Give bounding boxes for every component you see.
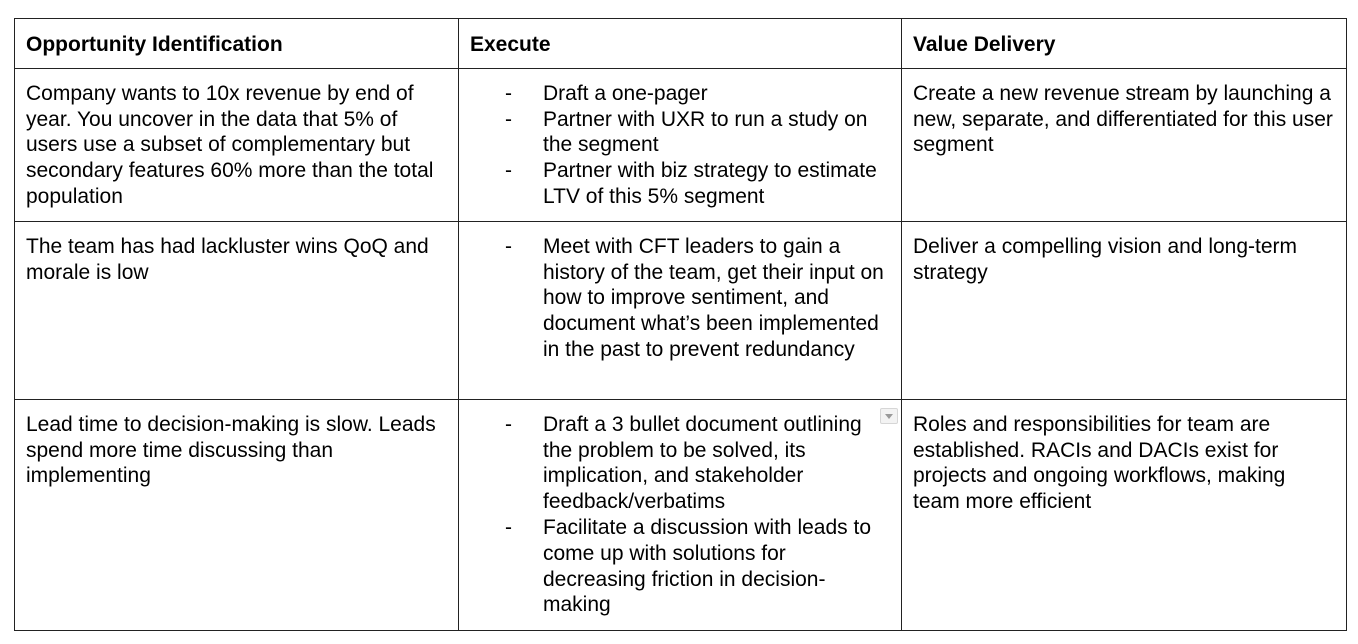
execute-bullet-item: - Partner with biz strategy to estimate LTV of this 5% segment [505, 158, 891, 210]
opportunity-cell[interactable]: The team has had lackluster wins QoQ and morale is low [15, 221, 459, 399]
opportunity-cell[interactable]: Lead time to decision-making is slow. Leads spend more time discussing than implementing [15, 399, 459, 630]
value-delivery-cell[interactable]: Roles and responsibilities for team are established. RACIs and DACIs exist for projects and ongoing workflows, making team more efficient [902, 399, 1347, 630]
table-row [15, 221, 1347, 399]
header-execute[interactable]: Execute [459, 19, 902, 69]
value-delivery-cell[interactable]: Deliver a compelling vision and long-term strategy [902, 221, 1347, 399]
execute-bullet-item: - Partner with UXR to run a study on the segment [505, 107, 891, 159]
execute-bullet-list [470, 81, 891, 210]
execute-bullet-item: - Draft a one-pager [505, 81, 891, 107]
execute-bullet-item: - Draft a 3 bullet document outlining the problem to be solved, its implication, and stakeholder feedback/verbatims [505, 412, 891, 515]
execute-bullet-list [470, 234, 891, 363]
opportunity-execute-value-table [14, 18, 1347, 631]
execute-bullet-item: - Facilitate a discussion with leads to come up with solutions for decreasing friction in decision-making [505, 515, 891, 618]
header-value-delivery[interactable]: Value Delivery [902, 19, 1347, 69]
table-row [15, 68, 1347, 221]
value-delivery-cell[interactable]: Create a new revenue stream by launching a new, separate, and differentiated for this user segment [902, 68, 1347, 221]
execute-cell[interactable] [459, 68, 902, 221]
header-opportunity-identification[interactable]: Opportunity Identification [15, 19, 459, 69]
execute-bullet-list [470, 412, 891, 618]
opportunity-cell[interactable]: Company wants to 10x revenue by end of year. You uncover in the data that 5% of users use a subset of complementary but secondary features 60% more than the total population [15, 68, 459, 221]
execute-cell[interactable] [459, 399, 902, 630]
table-header-row [15, 19, 1347, 69]
execute-cell[interactable] [459, 221, 902, 399]
execute-bullet-item: - Meet with CFT leaders to gain a history of the team, get their input on how to improve sentiment, and document what’s been implemented in the past to prevent redundancy [505, 234, 891, 363]
table-row [15, 399, 1347, 630]
